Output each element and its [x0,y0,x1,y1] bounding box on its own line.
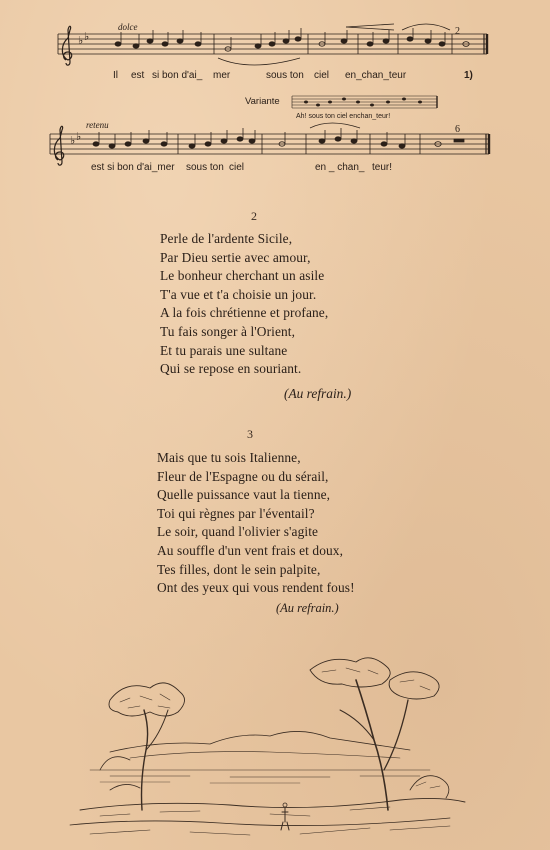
lyric-syllable: est [131,70,145,81]
variant-lyrics: Ah! sous ton ciel enchan_teur! [296,113,391,120]
verse-line: Le bonheur cherchant un asile [160,268,325,284]
verse-line: Fleur de l'Espagne ou du sérail, [157,468,329,484]
verse-line: T'a vue et t'a choisie un jour. [160,286,317,302]
lyric-syllable: si bon d'ai_ [152,70,203,81]
treble-clef-icon [62,26,71,65]
lyric-syllable: Il [113,70,118,81]
lyric-syllable: en _ chan_ [315,162,365,173]
lyric-syllable: est si bon d'ai_mer [91,162,175,173]
landscape-engraving-icon [70,640,470,840]
stanza-3-number: 3 [247,427,253,441]
measure-number: 2 [455,26,460,37]
music-system-2 [0,110,550,190]
music-system-1 [0,0,550,90]
svg-text:♭: ♭ [70,134,76,147]
staff-2-svg [0,110,550,190]
verse-line: Par Dieu sertie avec amour, [160,249,311,265]
verse-line: Qui se repose en souriant. [160,361,302,377]
landscape-engraving-svg [70,640,470,840]
verse-line: Au souffle d'un vent frais et doux, [157,542,344,558]
variant-label: Variante [245,96,280,107]
lyric-syllable: en_chan_teur [345,70,407,81]
lyric-syllable: mer [213,70,231,81]
measure-number: 6 [455,124,460,135]
stanza-2 [160,230,328,379]
tempo-mark-dolce: dolce [118,22,138,32]
stanza-3 [157,449,355,598]
lyric-syllable: ciel [229,162,245,173]
verse-line: A la fois chrétienne et profane, [160,305,329,321]
lyric-syllable: teur! [372,162,393,173]
verse-line: Ont des yeux qui vous rendent fous! [157,580,355,596]
verse-line: Toi qui règnes par l'éventail? [157,505,315,521]
verse-line: Perle de l'ardente Sicile, [160,231,293,246]
verse-line: Et tu parais une sultane [160,342,288,358]
treble-clef-icon [54,126,63,165]
verse-line: Tu fais songer à l'Orient, [160,323,296,339]
refrain-note-2: (Au refrain.) [284,386,352,401]
lyric-syllable: ciel [314,70,330,81]
refrain-note-3: (Au refrain.) [276,601,339,615]
lyric-syllable: sous ton [186,162,224,173]
verse-line: Tes filles, dont le sein palpite, [157,561,321,577]
footnote-marker: 1) [464,70,473,81]
svg-text:♭: ♭ [84,30,90,43]
stanza-2-number: 2 [251,209,257,223]
svg-text:♭: ♭ [76,130,82,143]
verse-line: Le soir, quand l'olivier s'agite [157,524,319,540]
verse-line: Mais que tu sois Italienne, [157,450,301,465]
tempo-mark-retenu: retenu [86,120,109,130]
svg-text:♭: ♭ [78,34,84,47]
lyric-syllable: sous ton [266,70,304,81]
verse-line: Quelle puissance vaut la tienne, [157,487,331,503]
